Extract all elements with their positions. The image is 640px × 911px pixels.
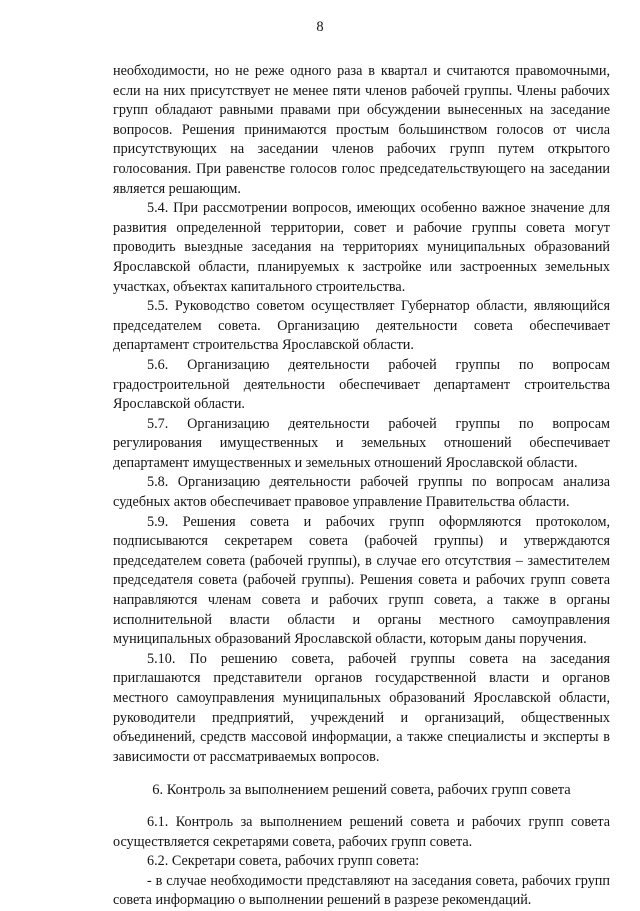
paragraph-5-10: 5.10. По решению совета, рабочей группы совета на заседания приглашаются представители органов государственной власти и органов местного самоуправления муниципальных образований Ярославской области, руководители предприятий, учреждений и организаций, общественных объединений, средств массовой информации, а также специалисты и эксперты в зависимости от рассматриваемых вопросов. — [113, 650, 610, 765]
paragraph-continuation: необходимости, но не реже одного раза в квартал и считаются правомочными, если на них присутствует не менее пяти членов рабочей группы. Члены рабочих групп обладают равными правами при обсуждении вынесенных на заседание вопросов. Решения принимаются простым большинством голосов от числа присутствующих на заседании членов рабочих групп путем открытого голосования. При равенстве голосов голос председательствующего на заседании является решающим. — [113, 63, 610, 197]
paragraph-5-9: 5.9. Решения совета и рабочих групп оформляются протоколом, подписываются секретарем совета (рабочей группы) и утверждаются председателем совета (рабочей группы), в случае его отсутствия – заместителем председателя совета (рабочей группы). Решения совета и рабочих групп совета направляются членам совета и рабочих групп совета, а также в органы исполнительной власти области и органы местного самоуправления муниципальных образований Ярославской области, которым даны поручения. — [113, 513, 610, 648]
paragraph-5-8: 5.8. Организацию деятельности рабочей группы по вопросам анализа судебных актов обеспечивает правовое управление Правительства области. — [113, 474, 610, 511]
paragraph-6-1: 6.1. Контроль за выполнением решений совета и рабочих групп совета осуществляется секретарями совета, рабочих групп совета. — [113, 813, 610, 850]
paragraph-6-2: 6.2. Секретари совета, рабочих групп совета: — [147, 853, 420, 870]
paragraph-5-4: 5.4. При рассмотрении вопросов, имеющих особенно важное значение для развития определенной территории, совет и рабочие группы совета могут проводить выездные заседания на территориях муниципальных образований Ярославской области, планируемых к застройке или застроенных земельных участках, объектах капитального строительства. — [113, 200, 610, 295]
section-heading: 6. Контроль за выполнением решений совета, рабочих групп совета — [152, 782, 571, 799]
paragraph-5-6: 5.6. Организацию деятельности рабочей группы по вопросам градостроительной деятельности обеспечивает департамент строительства Ярославской области. — [113, 356, 610, 413]
document-body — [113, 62, 610, 911]
paragraph-5-7: 5.7. Организацию деятельности рабочей группы по вопросам регулирования имущественных и земельных отношений обеспечивает департамент имущественных и земельных отношений Ярославской области. — [113, 415, 610, 471]
paragraph-6-2-item: - в случае необходимости представляют на заседания совета, рабочих групп совета информацию о выполнении решений в разрезе рекомендаций. — [113, 872, 610, 909]
page-number: 8 — [316, 19, 324, 35]
paragraph-5-5: 5.5. Руководство советом осуществляет Губернатор области, являющийся председателем совета. Организацию деятельности совета обеспечивает департамент строительства Ярославской области. — [113, 298, 610, 354]
